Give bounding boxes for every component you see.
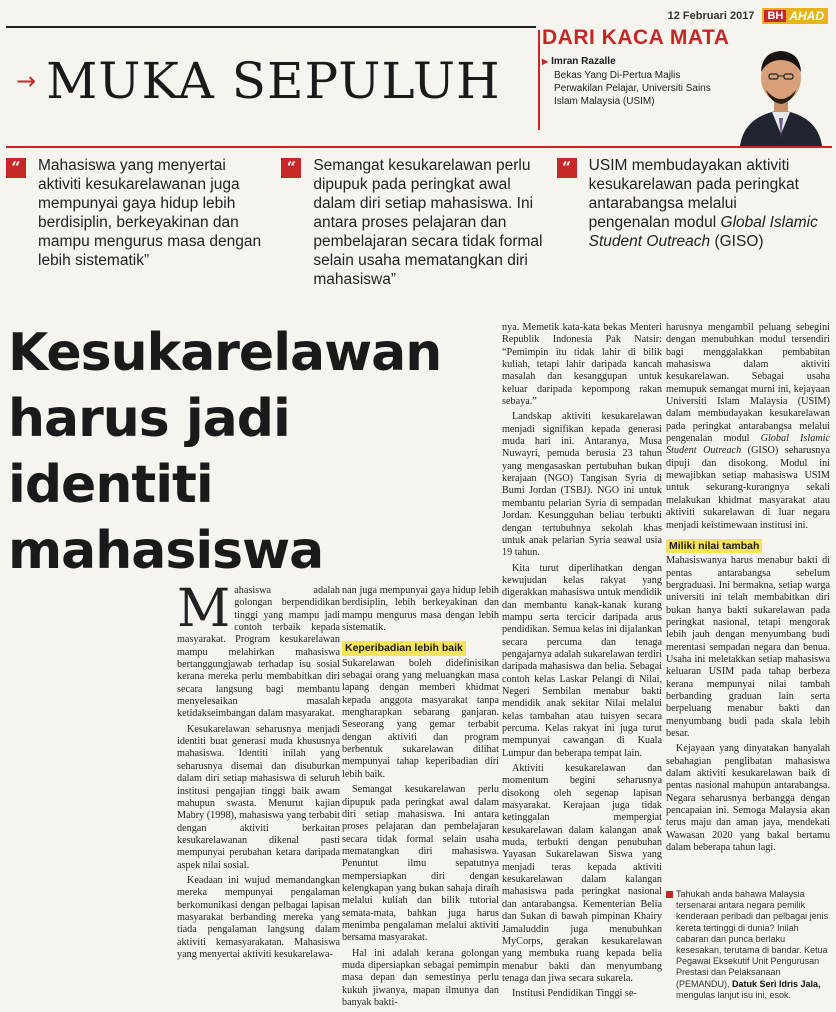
article-paragraph: Kejayaan yang dinyatakan hanyalah sebahagian penglibatan mahasiswa dalam aktiviti kesukarelawan baik di pentas nasional mahupun antarabangsa. Negara seharusnya berbangga dengan pencapaian ini. Semoga Malaysia akan terus maju dan aman jaya, mendekati Wawasan 2020 yang bakal bertamu dalam beberapa tahun lagi. [666,743,830,854]
subheading: Miliki nilai tambah [666,539,762,553]
article-column-1 [177,579,340,964]
col4-text-end: (GISO) seharusnya dipuji dan disokong. Modul ini mewajibkan setiap mahasiswa USIM untuk sekurang-kurangnya sekali melakukan khidmat masyarakat atau aktiviti sukarelawan di luar negara menjadi keistimewaan institusi ini. [666,445,831,531]
arrow-right-icon: → [16,67,37,95]
article-paragraph: Keadaan ini wujud memandangkan mereka mempunyai pengalaman berkomunikasi dengan pelbagai lapisan masyarakat berbanding mereka yang tiada pengalaman langsung dalam aktiviti kemasyarakatan. Mahasiswa yang menyertai aktiviti kesukarelawa- [177,874,340,960]
masthead-bar [668,8,828,24]
section-title: MUKA SEPULUH [46,52,501,110]
article-column-4 [666,322,830,857]
header-rule [6,146,832,148]
author-name: Imran Razalle [551,56,616,67]
author-photo [732,38,830,146]
header-divider [538,30,540,130]
drop-cap: M [177,579,231,639]
article-column-2 [342,585,499,1012]
article-paragraph: nan juga mempunyai gaya hidup lebih berdisiplin, lebih berkeyakinan dan mampu mengurus masa dengan lebih sistematik. [342,585,499,634]
col4-italic: Global Islamic Student Outreach [666,433,830,457]
pull-quote-text: Semangat kesukarelawan perlu dipupuk pada peringkat awal dalam diri setiap mahasiswa. Ini antara proses pelajaran dan pembelajaran secara tidak formal selain usaha mematangkan diri mahasiswa” [313,157,543,288]
teaser-bold: Datuk Seri Idris Jala, [732,978,821,989]
article-paragraph: Kita turut diperlihatkan dengan kewujudan kelas rakyat yang digerakkan mahasiswa untuk mendidik dan membantu kanak-kanak kurang mampu serta tercicir daripada arus pendidikan. Semua kelas ini dijalankan secara percuma dan tenaga pengajarnya adalah sukarelawan terdiri daripada mahasiswa dan belia. Sebagai contoh kelas Laskar Pelangi di Nilai, Negeri Sembilan menabur bakti mendidik anak sekitar Nilai melalui kelas tambahan atau tuisyen secara percuma. Kelas rakyat ini juga turut mempunyai cawangan di Kuala Lumpur dan beberapa tempat lain. [502,562,662,759]
article-paragraph: Hal ini adalah kerana golongan muda dipersiapkan sebagai pemimpin masa depan dan semestinya perlu kukuh jiwanya, mapan ilmunya dan banyak bakti- [342,947,499,1008]
article-paragraph: Semangat kesukarelawan perlu dipupuk pada peringkat awal dalam diri setiap mahasiswa. Ini antara proses pelajaran dan pembelajaran secara tidak formal selain usaha mematangkan diri mahasiswa. Penuntut ilmu sepatutnya mempersiapkan diri dengan kelengkapan yang bukan sahaja diraih melalui kuliah dan bilik tutorial semata-mata, bahkan juga harus menimba pengalaman melalui aktiviti bersama masyarakat. [342,784,499,944]
publication-logo [762,8,828,24]
article-paragraph: Landskap aktiviti kesukarelawan menjadi signifikan kepada generasi muda hari ini. Antaranya, Musa Nuwayri, pemuda berusia 23 tahun yang mengasaskan pertubuhan bukan kerajaan (NGO) Tangisan Syria di Bumi Jordan (TSBJ). NGO ini untuk membantu pelarian Syria di sempadan Jordan. Kesungguhan beliau terbukti dengan tertubuhnya sekolah khas untuk anak pelarian Syria seawal usia 19 tahun. [502,411,662,559]
lead-text: ahasiswa adalah golongan berpendidikan tinggi yang mampu jadi contoh terbaik kepada masyarakat. Program kesukarelawan mampu melahirkan mahasiswa bertanggungjawab terhadap isu sosial kerana mereka perlu membabitkan diri secara langsung bagi membantu menyelesaikan masalah ketidakseimbangan dalam masyarakat. [177,585,340,720]
triangle-icon: ▶ [542,57,549,66]
column-title: DARI KACA MATA [542,26,730,49]
pull-quote-text-plain: USIM membudayakan aktiviti kesukarelawan pada peringkat antarabangsa melalui pengenalan modul [588,157,799,231]
article-paragraph: Aktiviti kesukarelawan dan momentum begini seharusnya disokong oleh segenap lapisan masyarakat. Kerajaan juga tidak ketinggalan mempergiat kesukarelawan dalam kalangan anak muda, terbukti dengan penubuhan Yayasan Sukarelawan Siswa yang menjadi teras kepada aktiviti kesukarelawan dalam kalangan mahasiswa pada peringkat nasional dan antarabangsa. Kementerian Belia dan Sukan di bawah pimpinan Khairy Jamaluddin juga menubuhkan MyCorps, gerakan kesukarelawan yang membuka ruang kepada belia menabur bakti dan menyumbang tenaga dan jiwa secara sukarela. [502,763,662,984]
publication-bh: BH [764,10,786,22]
section-header [6,26,536,134]
pull-quote [557,156,832,296]
issue-date: 12 Februari 2017 [667,10,755,22]
pull-quote-text: Mahasiswa yang menyertai aktiviti kesukarelawanan juga mempunyai gaya hidup lebih berdisiplin, berkeyakinan dan mampu mengurus masa dengan lebih sistematik” [38,157,262,269]
teaser-box [666,889,830,1001]
article-paragraph: Kesukarelawan seharusnya menjadi identiti buat generasi muda khususnya mahasiswa. Identiti inilah yang seharusnya disemai dan disuburkan dalam diri setiap mahasiswa di seluruh institusi pengajian tinggi baik awam mahupun swasta. Menurut kajian Mabry (1998), mahasiswa yang terbabit dengan aktiviti berkaitan kesukarelawanan dikenal pasti mempunyai perubahan ketara daripada aspek nilai sosial. [177,723,340,871]
article-paragraph: Mahasiswanya harus menabur bakti di pentas antarabangsa sebelum bergraduasi. Ini bermakna, setiap warga universiti ini telah membabitkan diri bukan hanya bakti sukarelawan pada peringkat nasional, tetapi mengorak lebih jauh dengan menyumbang budi merentasi sempadan negara dan benua. Usaha ini meletakkan setiap mahasiswa keluaran USIM pada tahap berbeza kerana mempunyai nilai tambah berbanding graduan lain serta berpeluang menabur bakti dan menyumbang budi pada skala lebih besar. [666,555,830,739]
pull-quote-text-end: (GISO) [710,233,764,250]
headline: Kesukarelawan harus jadi identiti mahasiswa [8,323,442,581]
pull-quote [281,156,556,296]
pull-quote-text [589,156,822,296]
article-paragraph: nya. Memetik kata-kata bekas Menteri Republik Indonesia Pak Natsir: “Pemimpin itu tidak lahir di bilik kuliah, tetapi lahir daripada kancah masalah dan kesanggupan untuk keluar daripada kepompong rakan sebaya.” [502,322,662,408]
article-paragraph [177,579,340,721]
col4-text: harusnya mengambil peluang sebegini dengan menubuhkan modul tersendiri bagi menggalakkan pembabitan mahasiswa dalam aktiviti kesukarelawan. Sebagai usaha memupuk semangat murni ini, kejayaan Universiti Islam Malaysia (USIM) dalam membudayakan kesukarelawan pada peringkat antarabangsa melalui pengenalan modul [666,322,830,445]
pull-quote-text-italic: Global Islamic Student Outreach [588,214,818,250]
teaser-text: Tahukah anda bahawa Malaysia tersenarai antara negara pemilik kenderaan peribadi dan pelbagai jenis kereta tertinggi di dunia? Inilah cabaran dan punca berlaku kesesakan, terutama di bandar. Ketua Pegawai Eksekutif Unit Pengurusan Prestasi dan Pelaksanaan (PEMANDU), [676,889,829,989]
quote-mark-icon: “ [281,158,301,178]
pull-quotes [6,156,832,296]
article-paragraph: Sukarelawan boleh didefinisikan sebagai orang yang meluangkan masa lapang dengan memberi khidmat kepada anggota masyarakat tanpa mengharapkan sebarang ganjaran. Seseorang yang gemar terbabit dengan aktiviti dan program berbentuk sukarelawan dilihat mempunyai tahap keperibadian diri lebih baik. [342,657,499,780]
article-column-3 [502,322,662,1004]
quote-mark-icon: “ [6,158,26,178]
article-paragraph: Institusi Pendidikan Tinggi se- [512,988,637,1000]
pull-quote [6,156,281,296]
quote-mark-icon: “ [557,158,577,178]
publication-ahad: AHAD [789,9,824,23]
subheading: Keperibadian lebih baik [342,641,466,655]
square-bullet-icon [666,891,673,898]
column-byline [542,26,832,146]
teaser-end: mengulas lanjut isu ini, esok. [676,989,792,1000]
author-role: Bekas Yang Di-Pertua Majlis Perwakilan Pelajar, Universiti Sains Islam Malaysia (USIM) [554,70,711,107]
article-paragraph [666,322,830,532]
